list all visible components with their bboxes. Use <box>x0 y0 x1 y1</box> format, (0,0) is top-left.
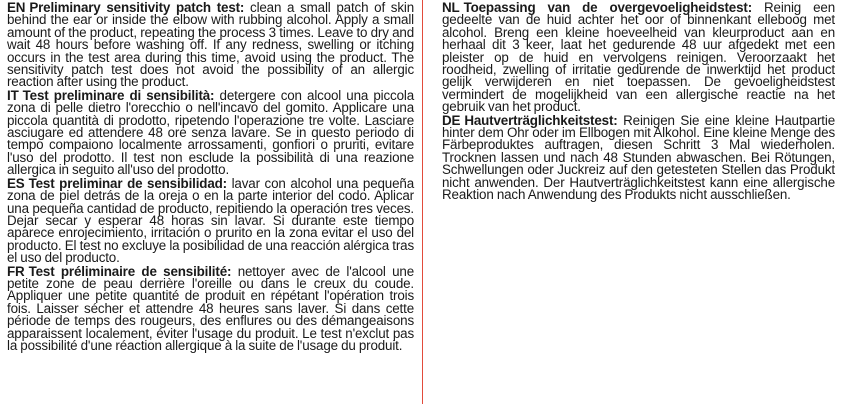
heading-nl: Toepassing van de overgevoeligheidstest: <box>463 0 753 15</box>
heading-es: Test preliminar de sensibilidad: <box>28 175 227 191</box>
body-it: detergere con alcool una piccola zona di pelle dietro l'orecchio o nell'incavo del gomito. Applicare una piccola quantità di prodotto, ripetendo l'operazione tre volte. Lasciare asciugare ed attendere 48 ore senza lavare. Se in questo periodo di tempo compaiono localmente arrossamenti, gonfiori o pruriti, evitare l'uso del prodotto. Il test non esclude la possibilità di una reazione allergica in seguito all'uso del prodotto. <box>7 87 414 178</box>
body-en: clean a small patch of skin behind the ear or inside the elbow with rubbing alcohol. Apply a small amount of the product, repeating the process 3 times. Leave to dry and wait 48 hours before washing off. If any redness, swelling or itching occurs in the test area during this time, avoid using the product. The sensitivity patch test does not avoid the possibility of an allergic reaction after using the product. <box>7 0 414 90</box>
lang-code-es: ES <box>7 175 25 191</box>
body-es: lavar con alcohol una pequeña zona de piel detrás de la oreja o en la parte interior del codo. Aplicar una pequeña cantidad de producto, repitiendo la operación tres veces. Dejar secar y esperar 48 horas sin lavar. Si durante este tiempo aparece enrojecimiento, irritación o prurito en la zona evitar el uso del producto. El test no excluye la posibilidad de una reacción alérgica tras el uso del producto. <box>7 175 414 266</box>
body-fr: nettoyer avec de l'alcool une petite zone de peau derrière l'oreille ou dans le creux du coude. Appliquer une petite quantité de produit en répétant l'opération trois fois. Laisser sécher et attendre 48 heures sans laver. Si dans cette période de temps des rougeurs, des enflures ou des démangeaisons apparaissent localement, éviter l'usage du produit. Le test n'exclut pas la possibilité d'une réaction allergique à la suite de l'usage du produit. <box>7 263 414 353</box>
section-nl <box>442 2 835 114</box>
section-es <box>7 175 414 266</box>
body-nl: Reinig een gedeelte van de huid achter het oor of binnenkant elleboog met alcohol. Breng een kleine hoeveelheid van kleurproduct aan en herhaal dit 3 keer, laat het gedurende 48 uur afgedekt met een pleister op de huid en vervolgens reinigen. Veroorzaakt het roodheid, zwelling of irritatie gedurende de inwerktijd het product gelijk verwijderen en niet toepassen. De gevoeligheidstest vermindert de mogelijkheid van een allergische reactie na het gebruik van het product. <box>442 0 835 115</box>
lang-code-it: IT <box>7 87 19 103</box>
section-de <box>442 112 835 203</box>
heading-fr: Test préliminaire de sensibilité: <box>28 263 232 279</box>
section-en <box>7 2 414 89</box>
section-fr <box>7 263 414 353</box>
heading-de: Hautverträglichkeitstest: <box>464 112 618 128</box>
heading-en: Preliminary sensitivity patch test: <box>29 0 245 15</box>
lang-code-de: DE <box>442 112 461 128</box>
lang-code-en: EN <box>7 0 26 15</box>
lang-code-fr: FR <box>7 263 25 279</box>
lang-code-nl: NL <box>442 0 460 15</box>
section-it <box>7 87 414 178</box>
body-de: Reinigen Sie eine kleine Hautpartie hinter dem Ohr oder im Ellbogen mit Alkohol. Eine kleine Menge des Färbeproduktes auftragen, diesen Schritt 3 Mal wiederholen. Trocknen lassen und nach 48 Stunden abwaschen. Bei Rötungen, Schwellungen oder Juckreiz auf den getesteten Stellen das Produkt nicht anwenden. Der Hautverträglichkeitstest kann eine allergische Reaktion nach Anwendung des Produkts nicht ausschließen. <box>442 112 835 203</box>
heading-it: Test preliminare di sensibilità: <box>22 87 215 103</box>
right-column <box>423 0 843 404</box>
